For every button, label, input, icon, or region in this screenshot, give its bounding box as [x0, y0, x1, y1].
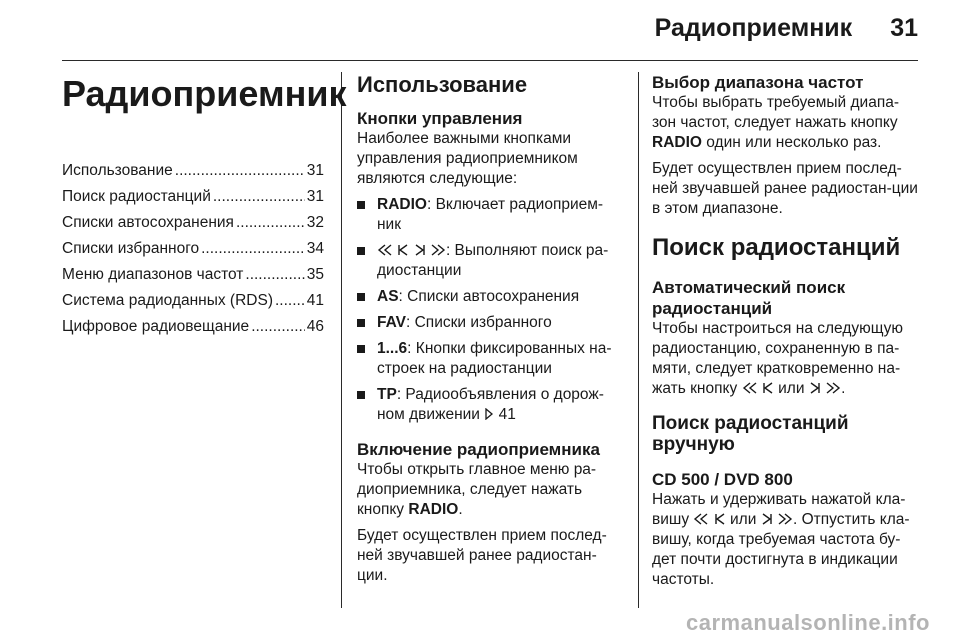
cd-dvd-heading: CD 500 / DVD 800 [652, 470, 793, 489]
list-item: RADIO: Включает радиоприем-ник [357, 195, 625, 235]
band-heading: Выбор диапазона частот [652, 73, 864, 92]
watermark: carmanualsonline.info [686, 610, 930, 635]
section-title: Радиоприемник [654, 14, 853, 42]
prev-track-icon [762, 382, 774, 394]
usage-column [357, 72, 625, 592]
search-heading: Поиск радиостанций [652, 234, 901, 261]
page-number: 31 [890, 14, 918, 42]
band-text: Чтобы выбрать требуемый диапа-зон частот, следует нажать кнопку RADIO один или несколько раз. [652, 94, 899, 151]
list-item: AS: Списки автосохранения [357, 287, 625, 307]
column-divider [638, 72, 639, 608]
toc-column [62, 72, 347, 340]
toc-entry[interactable]: Меню диапазонов частот ..... 35 [62, 262, 324, 288]
list-item: : Выполняют поиск ра-диостанции [357, 241, 625, 281]
switch-on-text-2: Будет осуществлен прием послед-ней звучавшей ранее радиостан-ции. [357, 527, 607, 584]
next-track-icon [761, 513, 773, 525]
fast-forward-icon [430, 244, 446, 256]
manual-search-text: Нажать и удерживать нажатой кла-вишу или . Отпустить кла-вишу, когда требуемая частота бу-дет почти достигнута в индикации частоты. [652, 491, 910, 588]
chapter-title: Радиоприемник [62, 73, 347, 114]
toc-list [62, 158, 324, 340]
prev-track-icon [397, 244, 409, 256]
band-text-2: Будет осуществлен прием послед-ней звучавшей ранее радиостан-ции в этом диапазоне. [652, 160, 918, 217]
next-track-icon [809, 382, 821, 394]
switch-on-heading: Включение радиоприемника [357, 440, 600, 459]
next-track-icon [414, 244, 426, 256]
controls-list [357, 195, 625, 425]
page-header [655, 14, 918, 43]
rewind-icon [693, 513, 709, 525]
manual-search-heading: Поиск радиостанций вручную [652, 413, 849, 455]
header-rule [62, 60, 918, 61]
fast-forward-icon [777, 513, 793, 525]
toc-entry[interactable]: Списки избранного ..... 34 [62, 236, 324, 262]
list-item: 1...6: Кнопки фиксированных на-строек на радиостанции [357, 339, 625, 379]
prev-track-icon [714, 513, 726, 525]
rewind-icon [377, 244, 393, 256]
page-reference[interactable]: 41 [498, 406, 516, 423]
band-column [652, 72, 920, 596]
controls-heading: Кнопки управления [357, 109, 523, 128]
auto-search-heading: Автоматический поиск радиостанций [652, 278, 846, 318]
switch-on-text: Чтобы открыть главное меню ра-диоприемника, следует нажать кнопку RADIO. [357, 461, 597, 518]
toc-entry[interactable]: Поиск радиостанций ..... 31 [62, 184, 324, 210]
toc-entry[interactable]: Использование ..... 31 [62, 158, 324, 184]
rewind-icon [742, 382, 758, 394]
auto-search-text: Чтобы настроиться на следующую радиостанцию, сохраненную в па-мяти, следует кратковременно на-жать кнопку или . [652, 320, 904, 397]
list-item: TP: Радиообъявления о дорож-ном движении 41 [357, 385, 625, 425]
toc-entry[interactable]: Списки автосохранения ..... 32 [62, 210, 324, 236]
usage-heading: Использование [357, 72, 528, 97]
list-item: FAV: Списки избранного [357, 313, 625, 333]
column-divider [341, 72, 342, 608]
toc-entry[interactable]: Цифровое радиовещание ..... 46 [62, 314, 324, 340]
fast-forward-icon [825, 382, 841, 394]
controls-intro: Наиболее важными кнопками управления радиоприемником являются следующие: [357, 130, 578, 187]
page-reference-icon [484, 408, 494, 420]
toc-entry[interactable]: Система радиоданных (RDS) ..... 41 [62, 288, 324, 314]
